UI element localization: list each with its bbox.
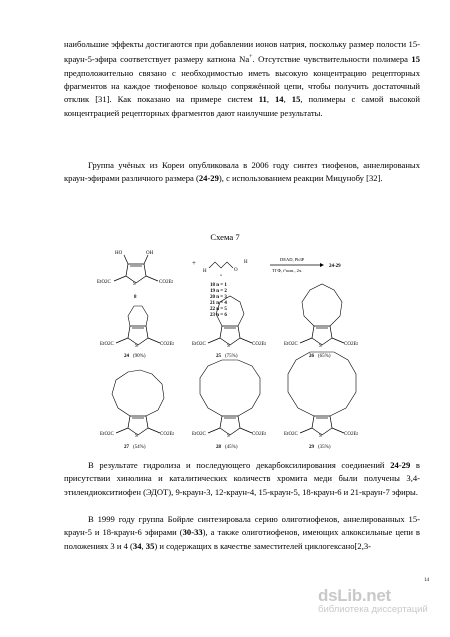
watermark-subtitle: библиотека диссертаций — [318, 604, 428, 615]
text: В 1999 году группа Бойрле синтезировала серию олиготиофенов, аннелированных 15-краун-5 и 18-краун-6 эфирами ( — [64, 514, 420, 538]
compound-id: 28 — [216, 445, 221, 450]
text: , — [266, 94, 275, 105]
compound-ref: 15 — [411, 54, 421, 65]
text: Группа учёных из Кореи опубликовала в 2006 году синтез тиофенов, аннелированых краун-эфирами различного размера ( — [64, 160, 420, 184]
n-value: 22 n = 5 — [210, 307, 227, 312]
text: , — [141, 540, 146, 551]
compound-25 — [192, 296, 267, 359]
ester-right: CO2Et — [344, 432, 358, 437]
sulfur-label: S — [133, 282, 136, 287]
text: ), с использованием реакции Мицунобу [32]. — [218, 173, 383, 184]
h-label: H — [244, 260, 248, 265]
compound-29 — [284, 352, 359, 450]
ester-left: EtO2C — [97, 280, 111, 285]
conditions-top: DEAD, Ph3P — [280, 257, 305, 262]
compound-id: 26 — [309, 354, 314, 359]
oh-label: OH — [146, 251, 154, 256]
n-value: 21 n = 4 — [210, 301, 227, 306]
compound-ref: 24 — [390, 460, 399, 470]
reactant-8 — [97, 251, 174, 300]
compound-yield: (90%) — [133, 354, 146, 359]
n-value: 18 n = 1 — [210, 283, 227, 288]
text: , — [283, 94, 292, 105]
o-label: O — [234, 268, 238, 273]
n-value: 23 n = 6 — [210, 313, 227, 318]
scheme-title: Схема 7 — [210, 232, 240, 242]
compound-28 — [192, 360, 267, 450]
compound-24 — [100, 306, 175, 359]
paragraph-4 — [64, 513, 420, 553]
n-value: 20 n = 3 — [210, 295, 227, 300]
ester-left: EtO2C — [284, 342, 298, 347]
compound-27 — [100, 370, 175, 450]
compound-id: 27 — [124, 445, 129, 450]
text: наибольшие эффекты достигаются при добавлении ионов натрия, поскольку размер полости 15-краун-5-эфира соответствует размеру катиона Na — [64, 39, 420, 65]
product-label: 24-29 — [329, 264, 341, 269]
n-value: 19 n = 2 — [210, 289, 227, 294]
compound-id: 29 — [309, 445, 314, 450]
reaction-arrow — [270, 257, 341, 274]
ester-right: CO2Et — [160, 342, 174, 347]
compound-ref: 29 — [401, 460, 411, 470]
paragraph-3 — [64, 459, 420, 499]
ester-right: CO2Et — [160, 432, 174, 437]
oligo-ethylene-glycol — [203, 260, 248, 277]
text: - — [398, 460, 402, 470]
compound-id: 24 — [124, 354, 129, 359]
page-number: 14 — [424, 578, 429, 583]
compound-ref: 15 — [291, 94, 301, 105]
compound-ref: 35 — [145, 540, 155, 551]
compound-yield: (65%) — [318, 354, 331, 359]
text: предположительно связано с необходимостью иметь высокую концентрацию рецепторных фрагментов на каждое тиофеновое кольцо сопряжённой цепи, чтобы получить достаточный отклик [31]. Как показано на примере систем — [64, 67, 420, 105]
compound-yield: (35%) — [318, 445, 331, 450]
text: в присутствии хинолина и каталитических количеств хромита меди были получены 3,4-этилендиокситиофен (ЭДОТ), 9-краун-3, 12-краун-4, 15-краун-5, 18-краун-6 и 21-краун-7 эфиры. — [64, 460, 420, 497]
ester-right: CO2Et — [252, 342, 266, 347]
text: В результате гидролиза и последующего декарбоксилирования соединений — [88, 460, 391, 470]
n-value-list — [210, 283, 227, 318]
sulfur-label: S — [319, 344, 322, 349]
text: . Отсутствие чувствительности полимера — [252, 54, 412, 65]
ester-left: EtO2C — [100, 342, 114, 347]
ester-left: EtO2C — [192, 432, 206, 437]
text: , полимеры с самой высокой концентрацией рецепторных фрагментов дают наилучшие результаты. — [64, 94, 421, 118]
ester-right: CO2Et — [159, 280, 173, 285]
plus-sign: + — [192, 259, 196, 267]
ester-left: EtO2C — [192, 342, 206, 347]
compound-26 — [284, 284, 359, 359]
ester-left: EtO2C — [284, 432, 298, 437]
ester-right: CO2Et — [252, 432, 266, 437]
watermark[interactable] — [318, 586, 446, 615]
compound-ref: 24-29 — [198, 173, 219, 184]
sulfur-label: S — [227, 344, 230, 349]
sulfur-label: S — [135, 344, 138, 349]
compound-yield: (45%) — [225, 445, 238, 450]
superscript: + — [249, 54, 253, 61]
text: ) и содержащих в качестве заместителей циклогексано[2,3- — [154, 540, 372, 551]
watermark-logo[interactable]: dsLib.net — [318, 586, 391, 605]
n-subscript: n — [220, 273, 222, 277]
compound-ref: 11 — [258, 94, 267, 105]
h-label: H — [203, 269, 207, 274]
compound-id: 25 — [216, 354, 221, 359]
reactant-number: 8 — [134, 295, 137, 300]
text: ), а также олиготиофенов, имеющих алкоксильные цепи в положениях 3 и 4 ( — [64, 527, 420, 551]
ho-label: HO — [115, 251, 123, 256]
ester-left: EtO2C — [100, 432, 114, 437]
compound-yield: (75%) — [225, 354, 238, 359]
compound-ref: 14 — [275, 94, 284, 105]
sulfur-label: S — [135, 434, 138, 439]
ester-right: CO2Et — [344, 342, 358, 347]
conditions-bottom: ТГФ, t°кип., 2ч. — [272, 268, 303, 273]
compound-yield: (54%) — [133, 445, 146, 450]
compound-ref: 30-33 — [182, 527, 203, 538]
sulfur-label: S — [319, 434, 322, 439]
compound-ref: 34 — [132, 540, 142, 551]
sulfur-label: S — [227, 434, 230, 439]
